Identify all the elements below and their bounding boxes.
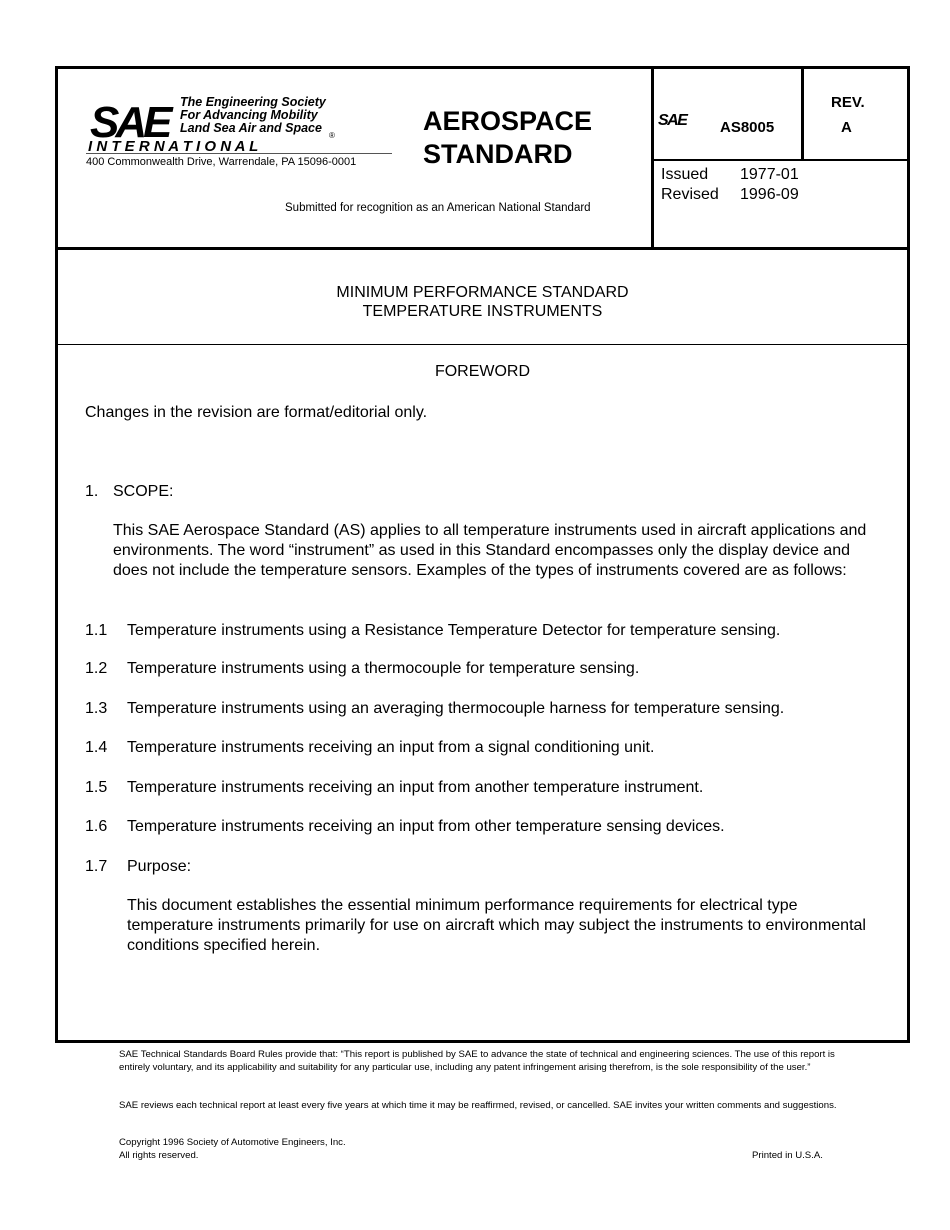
item-number: 1.2 [85, 660, 108, 677]
logo-tagline-1: The Engineering Society [180, 95, 326, 109]
ansi-submission-note: Submitted for recognition as an American National Standard [285, 202, 591, 214]
scope-heading: SCOPE: [113, 483, 174, 500]
logo-sae-mark: SAE [90, 98, 169, 147]
item-number: 1.1 [85, 622, 108, 639]
footer-copyright: Copyright 1996 Society of Automotive Engineers, Inc. [119, 1137, 346, 1148]
logo-tagline-3: Land Sea Air and Space [180, 121, 322, 135]
revised-date: 1996-09 [740, 186, 799, 203]
list-item: Temperature instruments receiving an input from another temperature instrument. [127, 779, 704, 796]
document-type-line-1: AEROSPACE [423, 106, 593, 136]
issued-date: 1977-01 [740, 166, 799, 183]
sae-address: 400 Commonwealth Drive, Warrendale, PA 15096-0001 [86, 156, 357, 168]
header-divider [58, 247, 907, 250]
item-number: 1.7 [85, 858, 108, 875]
item-number: 1.5 [85, 779, 108, 796]
sae-small-mark: SAE [658, 112, 687, 129]
footer-rights: All rights reserved. [119, 1150, 199, 1161]
item-number: 1.4 [85, 739, 108, 756]
list-item: Temperature instruments receiving an input from other temperature sensing devices. [127, 818, 725, 835]
footer-rules-note: SAE Technical Standards Board Rules provide that: “This report is published by SAE to advance the state of technical and engineering sciences. The use of this report is entirely voluntary, and its applicability and suitability for any particular use, including any patent infringement arising therefrom, is the sole responsibility of the user.” [119, 1049, 835, 1073]
item-number: 1.3 [85, 700, 108, 717]
scope-number: 1. [85, 483, 99, 500]
revised-label: Revised [661, 186, 719, 203]
list-item: Temperature instruments using a thermocouple for temperature sensing. [127, 660, 640, 677]
document-number: AS8005 [720, 119, 775, 136]
item-number: 1.6 [85, 818, 108, 835]
footer-review-note: SAE reviews each technical report at least every five years at which time it may be reaffirmed, revised, or cancelled. SAE invites your written comments and suggestions. [119, 1100, 837, 1111]
revision-label: REV. [831, 94, 865, 111]
list-item: Temperature instruments using a Resistance Temperature Detector for temperature sensing. [127, 622, 781, 639]
document-frame [55, 66, 910, 1043]
foreword-text: Changes in the revision are format/editorial only. [85, 404, 428, 421]
registered-mark: ® [329, 131, 335, 140]
logo-underline [86, 153, 392, 154]
document-type [423, 105, 592, 171]
document-title-line-2: TEMPERATURE INSTRUMENTS [362, 303, 603, 320]
foreword-heading: FOREWORD [434, 363, 531, 380]
purpose-paragraph: This document establishes the essential minimum performance requirements for electrical type temperature instruments primarily for use on aircraft which may subject the instruments to environmental conditions specified herein. [127, 897, 866, 954]
logo-tagline-2: For Advancing Mobility [180, 108, 318, 122]
logo-international: I N T E R N A T I O N A L [88, 138, 259, 155]
title-divider [58, 344, 907, 345]
scope-paragraph: This SAE Aerospace Standard (AS) applies to all temperature instruments used in aircraft applications and environments. The word “instrument” as used in this Standard encompasses only the display device and does not include the temperature sensors. Examples of the types of instruments covered are as follows: [113, 522, 867, 579]
purpose-heading: Purpose: [127, 858, 192, 875]
sae-small-logo [658, 111, 698, 129]
document-title-line-1: MINIMUM PERFORMANCE STANDARD [336, 284, 629, 301]
rev-column-divider [801, 69, 804, 160]
revision-value: A [841, 119, 852, 136]
list-item: Temperature instruments receiving an input from a signal conditioning unit. [127, 739, 655, 756]
document-type-line-2: STANDARD [423, 139, 573, 169]
number-box-divider [652, 159, 907, 161]
issued-label: Issued [661, 166, 709, 183]
footer-printed: Printed in U.S.A. [752, 1150, 823, 1161]
list-item: Temperature instruments using an averaging thermocouple harness for temperature sensing. [127, 700, 785, 717]
